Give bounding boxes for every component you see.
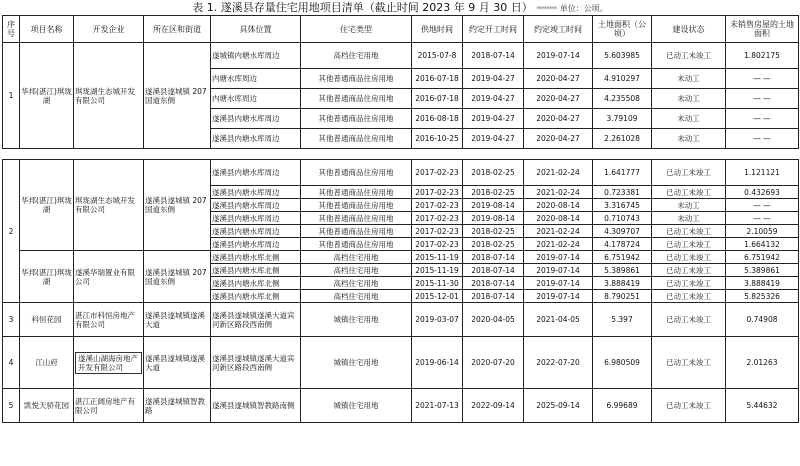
housing-type-cell: 其他普通商品住房用地 <box>301 212 412 225</box>
header-unsold-area: 未销售房屋的土地面积 <box>726 16 799 43</box>
supply-time-cell: 2016-07-18 <box>412 69 463 89</box>
status-cell: 已动工未竣工 <box>652 251 726 264</box>
table-row <box>3 160 799 186</box>
agreed-start-cell: 2019-04-27 <box>463 109 524 129</box>
seq-cell: 4 <box>3 337 20 389</box>
agreed-finish-cell: 2020-04-27 <box>524 69 593 89</box>
specific-location-cell: 遂溪县内塘水库周边 <box>211 160 301 186</box>
land-area-cell: 0.723381 <box>593 186 652 199</box>
housing-type-cell: 其他普通商品住房用地 <box>301 160 412 186</box>
unsold-area-cell: — — <box>726 89 799 109</box>
specific-location-cell: 遂城镇内塘水库周边 <box>211 43 301 69</box>
status-cell: 已动工未竣工 <box>652 303 726 337</box>
agreed-finish-cell: 2020-08-14 <box>524 199 593 212</box>
land-area-cell: 4.309707 <box>593 225 652 238</box>
supply-time-cell: 2017-02-23 <box>412 186 463 199</box>
agreed-finish-cell: 2019-07-14 <box>524 290 593 303</box>
agreed-start-cell: 2018-07-14 <box>463 251 524 264</box>
street-cell: 遂溪县遂城镇 207 国道东侧 <box>144 251 211 303</box>
agreed-start-cell: 2019-04-27 <box>463 89 524 109</box>
status-cell: 未动工 <box>652 212 726 225</box>
supply-time-cell: 2017-02-23 <box>412 212 463 225</box>
developer-cell: 琪珑湖生态城开发有限公司 <box>74 160 144 251</box>
land-area-cell: 5.603985 <box>593 43 652 69</box>
housing-type-cell: 高档住宅用地 <box>301 43 412 69</box>
land-area-cell: 6.751942 <box>593 251 652 264</box>
supply-time-cell: 2015-07-8 <box>412 43 463 69</box>
status-cell: 已动工未竣工 <box>652 264 726 277</box>
developer-cell: 琪珑湖生态城开发有限公司 <box>74 43 144 149</box>
header-housing-type: 住宅类型 <box>301 16 412 43</box>
status-cell: 未动工 <box>652 69 726 89</box>
land-area-cell: 4.178724 <box>593 238 652 251</box>
specific-location-cell: 遂溪县内塘水库北侧 <box>211 251 301 264</box>
land-area-cell: 3.888419 <box>593 277 652 290</box>
supply-time-cell: 2017-02-23 <box>412 160 463 186</box>
gap-cell <box>3 149 799 160</box>
header-supply-time: 供地时间 <box>412 16 463 43</box>
housing-type-cell: 其他普通商品住房用地 <box>301 199 412 212</box>
agreed-start-cell: 2020-07-20 <box>463 337 524 389</box>
status-cell: 已动工未竣工 <box>652 238 726 251</box>
unsold-area-cell: — — <box>726 129 799 149</box>
status-cell: 已动工未竣工 <box>652 337 726 389</box>
agreed-start-cell: 2019-04-27 <box>463 69 524 89</box>
land-area-cell: 5.389861 <box>593 264 652 277</box>
status-cell: 未动工 <box>652 199 726 212</box>
street-cell: 遂溪县遂城镇智教路 <box>144 389 211 423</box>
specific-location-cell: 内塘水库周边 <box>211 89 301 109</box>
agreed-start-cell: 2018-07-14 <box>463 264 524 277</box>
specific-location-cell: 内塘水库周边 <box>211 69 301 89</box>
agreed-finish-cell: 2022-07-20 <box>524 337 593 389</box>
agreed-finish-cell: 2019-07-14 <box>524 264 593 277</box>
status-cell: 未动工 <box>652 109 726 129</box>
housing-type-cell: 高档住宅用地 <box>301 251 412 264</box>
agreed-start-cell: 2019-08-14 <box>463 199 524 212</box>
land-area-cell: 4.235508 <box>593 89 652 109</box>
land-area-cell: 8.790251 <box>593 290 652 303</box>
header-row <box>3 16 799 43</box>
seq-cell: 1 <box>3 43 20 149</box>
agreed-finish-cell: 2020-08-14 <box>524 212 593 225</box>
housing-type-cell: 其他普通商品住房用地 <box>301 69 412 89</box>
unsold-area-cell: 5.44632 <box>726 389 799 423</box>
supply-time-cell: 2017-02-23 <box>412 238 463 251</box>
agreed-finish-cell: 2020-04-27 <box>524 129 593 149</box>
specific-location-cell: 遂溪县内塘水库周边 <box>211 212 301 225</box>
agreed-finish-cell: 2019-07-14 <box>524 277 593 290</box>
table-row <box>3 389 799 423</box>
header-agreed-start: 约定开工时间 <box>463 16 524 43</box>
unsold-area-cell: 1.802175 <box>726 43 799 69</box>
table-row <box>3 43 799 69</box>
status-cell: 已动工未竣工 <box>652 225 726 238</box>
unit-note: 单位：公顷。 <box>559 4 608 13</box>
developer-cell: 湛江市科恒房地产有限公司 <box>74 303 144 337</box>
land-area-cell: 0.710743 <box>593 212 652 225</box>
street-cell: 遂溪县遂城镇 207 国道东侧 <box>144 160 211 251</box>
specific-location-cell: 遂溪县内塘水库周边 <box>211 199 301 212</box>
status-cell: 未动工 <box>652 89 726 109</box>
unsold-area-cell: 2.01263 <box>726 337 799 389</box>
agreed-start-cell: 2018-02-25 <box>463 225 524 238</box>
supply-time-cell: 2015-11-19 <box>412 251 463 264</box>
street-cell: 遂溪县遂城镇 207 国道东侧 <box>144 43 211 149</box>
housing-type-cell: 其他普通商品住房用地 <box>301 225 412 238</box>
table-row <box>3 303 799 337</box>
table-row <box>3 251 799 264</box>
land-table <box>2 15 799 423</box>
agreed-finish-cell: 2025-09-14 <box>524 389 593 423</box>
agreed-start-cell: 2018-02-25 <box>463 160 524 186</box>
unsold-area-cell: — — <box>726 212 799 225</box>
status-cell: 已动工未竣工 <box>652 43 726 69</box>
agreed-start-cell: 2018-02-25 <box>463 238 524 251</box>
unsold-area-cell: 3.888419 <box>726 277 799 290</box>
status-cell: 已动工未竣工 <box>652 389 726 423</box>
project-cell: 华邦(湛江)琪珑湖 <box>20 251 74 303</box>
specific-location-cell: 遂溪县遂城镇遂溪大道宾河新区路段西南侧 <box>211 303 301 337</box>
land-area-cell: 3.316745 <box>593 199 652 212</box>
agreed-finish-cell: 2020-04-27 <box>524 89 593 109</box>
supply-time-cell: 2019-03-07 <box>412 303 463 337</box>
housing-type-cell: 其他普通商品住房用地 <box>301 109 412 129</box>
status-cell: 未动工 <box>652 129 726 149</box>
title-dots: ******** <box>536 5 557 13</box>
housing-type-cell: 其他普通商品住房用地 <box>301 89 412 109</box>
land-area-cell: 2.261028 <box>593 129 652 149</box>
unsold-area-cell: 1.121121 <box>726 160 799 186</box>
table-title <box>0 0 800 15</box>
land-area-cell: 3.79109 <box>593 109 652 129</box>
status-cell: 已动工未竣工 <box>652 186 726 199</box>
housing-type-cell: 高档住宅用地 <box>301 290 412 303</box>
housing-type-cell: 高档住宅用地 <box>301 264 412 277</box>
supply-time-cell: 2019-06-14 <box>412 337 463 389</box>
supply-time-cell: 2016-07-18 <box>412 89 463 109</box>
unsold-area-cell: — — <box>726 199 799 212</box>
header-developer: 开发企业 <box>74 16 144 43</box>
agreed-start-cell: 2019-04-27 <box>463 129 524 149</box>
row-gap <box>3 149 799 160</box>
housing-type-cell: 其他普通商品住房用地 <box>301 129 412 149</box>
agreed-start-cell: 2019-08-14 <box>463 212 524 225</box>
header-agreed-finish: 约定竣工时间 <box>524 16 593 43</box>
land-area-cell: 4.910297 <box>593 69 652 89</box>
status-cell: 已动工未竣工 <box>652 290 726 303</box>
land-area-cell: 1.641777 <box>593 160 652 186</box>
developer-cell: 湛江正阔房地产有限公司 <box>74 389 144 423</box>
project-cell: 华邦(湛江)琪珑湖 <box>20 160 74 251</box>
supply-time-cell: 2017-02-23 <box>412 199 463 212</box>
header-project: 项目名称 <box>20 16 74 43</box>
agreed-finish-cell: 2019-07-14 <box>524 251 593 264</box>
housing-type-cell: 高档住宅用地 <box>301 277 412 290</box>
land-area-cell: 6.980509 <box>593 337 652 389</box>
project-cell: 凯悦天骄花园 <box>20 389 74 423</box>
status-cell: 已动工未竣工 <box>652 160 726 186</box>
header-land-area: 土地面积（公顷） <box>593 16 652 43</box>
supply-time-cell: 2017-02-23 <box>412 225 463 238</box>
specific-location-cell: 遂溪县内塘水库周边 <box>211 129 301 149</box>
housing-type-cell: 城镇住宅用地 <box>301 389 412 423</box>
supply-time-cell: 2016-10-25 <box>412 129 463 149</box>
supply-time-cell: 2015-12-01 <box>412 290 463 303</box>
unsold-area-cell: 0.432693 <box>726 186 799 199</box>
supply-time-cell: 2021-07-13 <box>412 389 463 423</box>
seq-cell: 3 <box>3 303 20 337</box>
housing-type-cell: 城镇住宅用地 <box>301 337 412 389</box>
agreed-start-cell: 2018-07-14 <box>463 277 524 290</box>
agreed-finish-cell: 2021-02-24 <box>524 186 593 199</box>
agreed-finish-cell: 2021-02-24 <box>524 225 593 238</box>
header-specific-location: 具体位置 <box>211 16 301 43</box>
developer-cell: 遂溪华瑞置业有限公司 <box>74 251 144 303</box>
agreed-finish-cell: 2021-02-24 <box>524 238 593 251</box>
specific-location-cell: 遂溪县内塘水库北侧 <box>211 277 301 290</box>
project-cell: 江山府 <box>20 337 74 389</box>
agreed-start-cell: 2022-09-14 <box>463 389 524 423</box>
agreed-finish-cell: 2020-04-27 <box>524 109 593 129</box>
table-row <box>3 337 799 389</box>
unsold-area-cell: 1.664132 <box>726 238 799 251</box>
unsold-area-cell: 5.389861 <box>726 264 799 277</box>
unsold-area-cell: — — <box>726 109 799 129</box>
agreed-start-cell: 2018-07-14 <box>463 43 524 69</box>
agreed-finish-cell: 2019-07-14 <box>524 43 593 69</box>
unsold-area-cell: 0.74908 <box>726 303 799 337</box>
status-cell: 已动工未竣工 <box>652 277 726 290</box>
specific-location-cell: 遂溪县内塘水库北侧 <box>211 264 301 277</box>
project-cell: 科恒花园 <box>20 303 74 337</box>
agreed-finish-cell: 2021-04-05 <box>524 303 593 337</box>
unsold-area-cell: — — <box>726 69 799 89</box>
street-cell: 遂溪县遂城镇遂溪大道 <box>144 337 211 389</box>
header-street: 所在区和街道 <box>144 16 211 43</box>
supply-time-cell: 2015-11-30 <box>412 277 463 290</box>
seq-cell: 2 <box>3 160 20 303</box>
housing-type-cell: 其他普通商品住房用地 <box>301 238 412 251</box>
unsold-area-cell: 6.751942 <box>726 251 799 264</box>
agreed-finish-cell: 2021-02-24 <box>524 160 593 186</box>
specific-location-cell: 遂溪县内塘水库周边 <box>211 225 301 238</box>
supply-time-cell: 2016-08-18 <box>412 109 463 129</box>
unsold-area-cell: 2.10059 <box>726 225 799 238</box>
specific-location-cell: 遂溪县内塘水库周边 <box>211 186 301 199</box>
specific-location-cell: 遂溪县内塘水库北侧 <box>211 290 301 303</box>
street-cell: 遂溪县遂城镇遂溪大道 <box>144 303 211 337</box>
header-status: 建设状态 <box>652 16 726 43</box>
header-seq: 序号 <box>3 16 20 43</box>
agreed-start-cell: 2020-04-05 <box>463 303 524 337</box>
project-cell: 华邦(湛江)琪珑湖 <box>20 43 74 149</box>
specific-location-cell: 遂溪县遂城镇遂溪大道宾河新区路段西南侧 <box>211 337 301 389</box>
unsold-area-cell: 5.825326 <box>726 290 799 303</box>
housing-type-cell: 城镇住宅用地 <box>301 303 412 337</box>
land-area-cell: 5.397 <box>593 303 652 337</box>
specific-location-cell: 遂溪县内塘水库周边 <box>211 238 301 251</box>
housing-type-cell: 其他普通商品住房用地 <box>301 186 412 199</box>
agreed-start-cell: 2018-02-25 <box>463 186 524 199</box>
specific-location-cell: 遂溪县遂城镇智教路南侧 <box>211 389 301 423</box>
land-area-cell: 6.99689 <box>593 389 652 423</box>
developer-cell: 遂溪山湖海房地产开发有限公司 <box>74 337 144 389</box>
supply-time-cell: 2015-11-19 <box>412 264 463 277</box>
agreed-start-cell: 2018-07-14 <box>463 290 524 303</box>
seq-cell: 5 <box>3 389 20 423</box>
title-text: 表 1. 遂溪县存量住宅用地项目清单（截止时间 2023 年 9 月 30 日） <box>192 1 533 14</box>
specific-location-cell: 遂溪县内塘水库周边 <box>211 109 301 129</box>
